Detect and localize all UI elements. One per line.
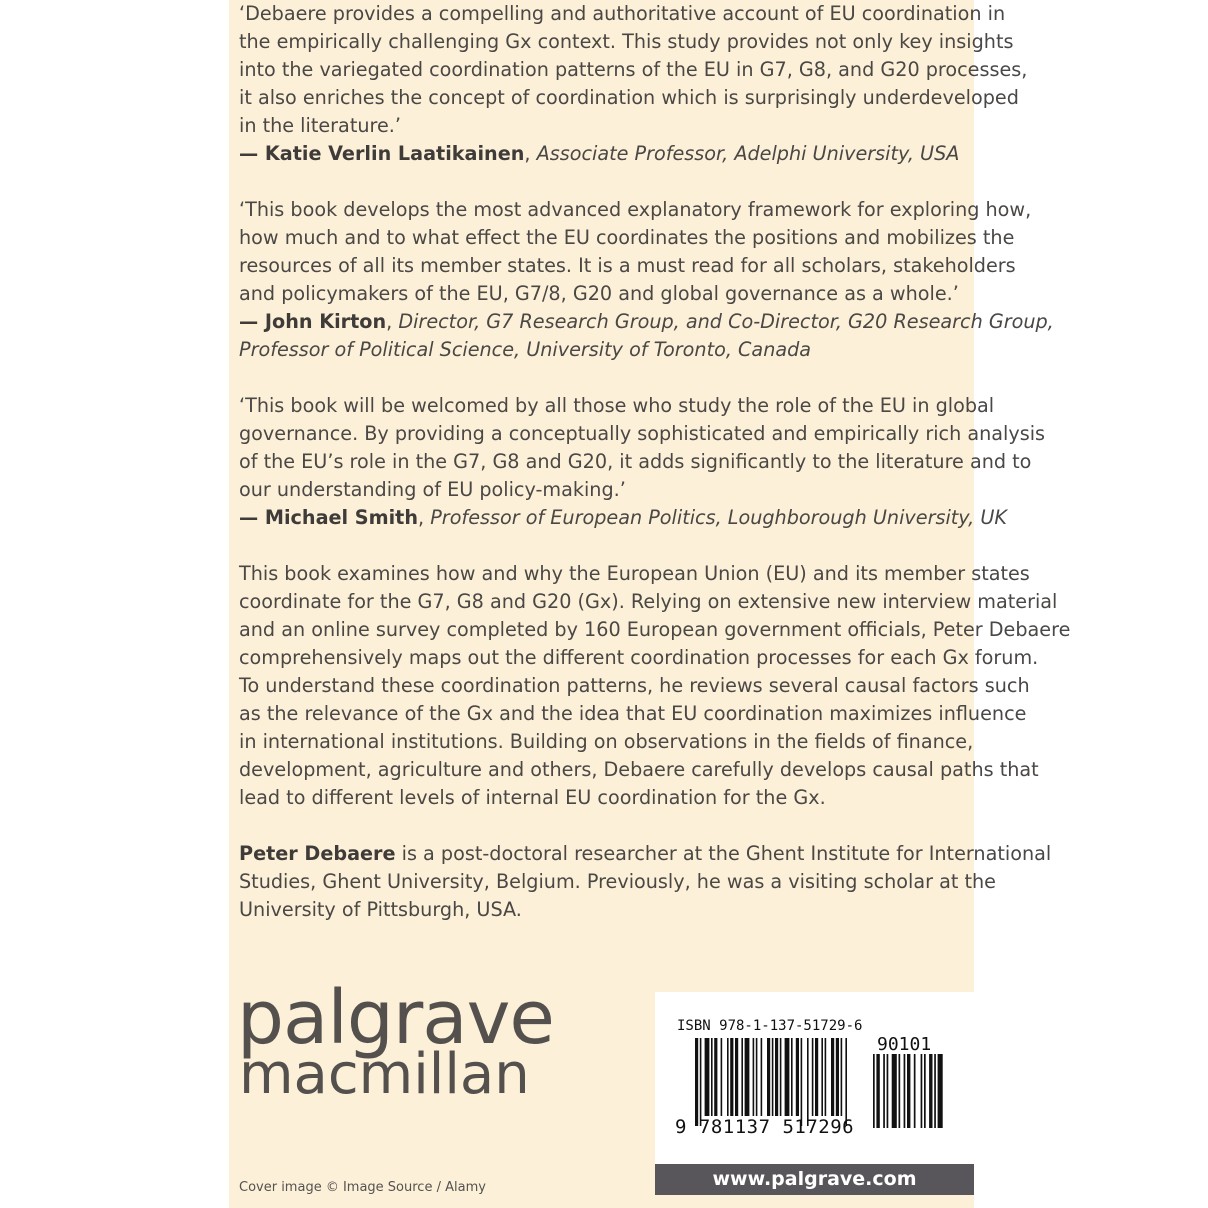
- cover-credit: Cover image © Image Source / Alamy: [239, 1180, 486, 1195]
- cover-text: [239, 0, 1071, 952]
- barcode-bar: [735, 1038, 738, 1116]
- quote-attribution: [239, 140, 974, 168]
- barcode-bar: [807, 1038, 809, 1126]
- quote-line: of the EU’s role in the G7, G8 and G20, it adds significantly to the literature and to: [239, 450, 1032, 473]
- quote-line: the empirically challenging Gx context. This study provides not only key insights: [239, 30, 1014, 53]
- endorser-name: Michael Smith: [264, 506, 419, 529]
- description-line: as the relevance of the Gx and the idea that EU coordination maximizes influence: [239, 702, 1027, 725]
- endorser-role: Professor of Political Science, University of Toronto, Canada: [239, 338, 812, 361]
- ean-number: 9 781137 517296: [675, 1116, 855, 1138]
- description-line: comprehensively maps out the different coordination processes for each Gx forum.: [239, 646, 1039, 669]
- book-description: [239, 560, 1071, 812]
- barcode-bar: [741, 1038, 743, 1116]
- endorser-role: Director, G7 Research Group, and Co-Director, G20 Research Group,: [398, 310, 1054, 333]
- addon-number: 90101: [877, 1034, 932, 1055]
- barcode-bar: [815, 1038, 818, 1116]
- barcode-bar: [904, 1054, 906, 1128]
- barcode-bar: [907, 1054, 910, 1128]
- bio-text: is a post-doctoral researcher at the Ghent Institute for International: [395, 842, 1052, 865]
- quote-line: it also enriches the concept of coordination which is surprisingly underdeveloped: [239, 86, 1019, 109]
- barcode-bar: [899, 1054, 901, 1128]
- barcode-bar: [756, 1038, 758, 1116]
- barcode-bar: [812, 1038, 814, 1116]
- barcode-bar: [841, 1038, 843, 1116]
- endorser-role: Associate Professor, Adelphi University, USA: [536, 142, 960, 165]
- barcode-bar: [883, 1054, 885, 1128]
- description-line: and an online survey completed by 160 European government officials, Peter Debaere: [239, 618, 1071, 641]
- publisher-url[interactable]: www.palgrave.com: [655, 1164, 974, 1195]
- bio-line: Studies, Ghent University, Belgium. Previously, he was a visiting scholar at the: [239, 870, 996, 893]
- barcode-bar: [721, 1038, 723, 1116]
- barcode-bar: [914, 1054, 916, 1128]
- barcode-bar: [938, 1054, 943, 1128]
- description-line: in international institutions. Building on observations in the fields of finance,: [239, 730, 974, 753]
- barcode-bar: [831, 1038, 834, 1116]
- quote-line: ‘This book will be welcomed by all those who study the role of the EU in global: [239, 394, 995, 417]
- description-line: To understand these coordination patterns, he reviews several causal factors such: [239, 674, 1030, 697]
- quote-attribution-cont: [239, 336, 974, 364]
- barcode-bar: [705, 1038, 710, 1116]
- quote-line: how much and to what effect the EU coordinates the positions and mobilizes the: [239, 226, 1015, 249]
- barcode-bar: [753, 1038, 755, 1116]
- quote-line: governance. By providing a conceptually sophisticated and empirically rich analysis: [239, 422, 1046, 445]
- logo-word-macmillan: macmillan: [239, 1042, 530, 1107]
- quote-attribution: [239, 308, 1054, 336]
- barcode-bar: [785, 1038, 790, 1116]
- quote-line: in the literature.’: [239, 114, 401, 137]
- description-line: This book examines how and why the European Union (EU) and its member states: [239, 562, 1030, 585]
- barcode-bar: [801, 1038, 803, 1126]
- barcode-bar: [934, 1054, 936, 1128]
- barcode-bar: [825, 1038, 827, 1116]
- barcode-bar: [845, 1038, 847, 1126]
- endorser-role: Professor of European Politics, Loughborough University, UK: [430, 506, 1007, 529]
- quote-line: resources of all its member states. It is a must read for all scholars, stakeholders: [239, 254, 1016, 277]
- barcode-bar: [775, 1038, 778, 1116]
- barcode-bar: [780, 1038, 782, 1116]
- quote-1: [239, 0, 1028, 168]
- barcode-bar: [695, 1038, 698, 1126]
- barcode-bar: [887, 1054, 889, 1128]
- quote-2: [239, 196, 1054, 364]
- barcode-bar: [700, 1038, 702, 1126]
- barcode-bar: [892, 1054, 897, 1128]
- barcode-bar: [921, 1054, 923, 1128]
- barcode-bar: [730, 1038, 733, 1116]
- quote-line: into the variegated coordination patterns of the EU in G7, G8, and G20 processes,: [239, 58, 1028, 81]
- author-name: Peter Debaere: [239, 842, 396, 865]
- separator: ,: [524, 142, 537, 165]
- bio-line: University of Pittsburgh, USA.: [239, 898, 522, 921]
- barcode-bar: [714, 1038, 717, 1116]
- author-bio: [239, 840, 1052, 924]
- quote-line: ‘Debaere provides a compelling and authoritative account of EU coordination in: [239, 2, 1006, 25]
- endorser-name: John Kirton: [264, 310, 387, 333]
- separator: ,: [418, 506, 431, 529]
- back-cover: [229, 0, 1071, 1208]
- barcode-bar: [772, 1038, 774, 1116]
- barcode-bar: [929, 1054, 932, 1128]
- logo-word-palgrave: palgrave: [237, 975, 554, 1061]
- barcode-bar: [796, 1038, 799, 1116]
- dash: —: [239, 310, 265, 333]
- quote-line: ‘This book develops the most advanced explanatory framework for exploring how,: [239, 198, 1032, 221]
- barcode-bar: [767, 1038, 770, 1116]
- description-line: development, agriculture and others, Debaere carefully develops causal paths that: [239, 758, 1039, 781]
- separator: ,: [386, 310, 399, 333]
- description-line: lead to different levels of internal EU coordination for the Gx.: [239, 786, 826, 809]
- barcode: [655, 992, 974, 1164]
- endorser-name: Katie Verlin Laatikainen: [264, 142, 525, 165]
- quote-line: our understanding of EU policy-making.’: [239, 478, 626, 501]
- barcode-bar: [711, 1038, 713, 1116]
- barcode-bar: [791, 1038, 793, 1116]
- isbn-label: ISBN 978-1-137-51729-6: [677, 1018, 863, 1034]
- barcode-bar: [761, 1038, 763, 1116]
- barcode-bar: [727, 1038, 729, 1116]
- barcode-bar: [821, 1038, 823, 1116]
- description-line: coordinate for the G7, G8 and G20 (Gx). Relying on extensive new interview material: [239, 590, 1058, 613]
- dash: —: [239, 506, 265, 529]
- dash: —: [239, 142, 265, 165]
- bio-line: [239, 840, 1052, 868]
- barcode-bar: [836, 1038, 839, 1116]
- quote-3: [239, 392, 1046, 532]
- barcode-bar: [924, 1054, 926, 1128]
- barcode-bar: [745, 1038, 750, 1116]
- quote-attribution: [239, 504, 1007, 532]
- quote-line: and policymakers of the EU, G7/8, G20 and global governance as a whole.’: [239, 282, 959, 305]
- barcode-bar: [876, 1054, 879, 1128]
- barcode-bar: [873, 1054, 875, 1128]
